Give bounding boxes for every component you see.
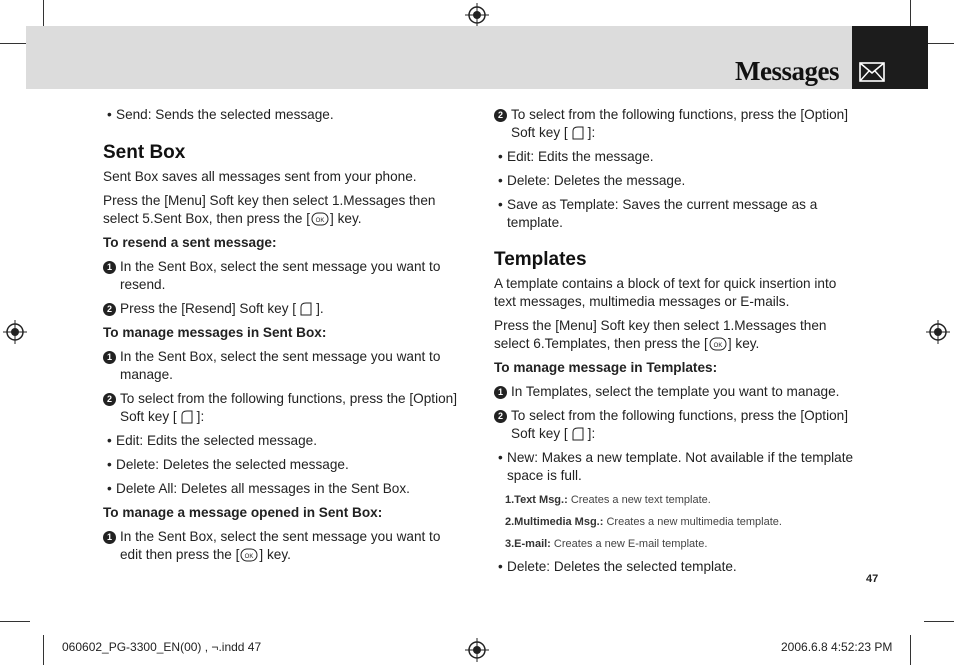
envelope-icon — [858, 60, 886, 84]
header-band — [26, 26, 852, 89]
ok-key-label: OK — [713, 343, 723, 349]
crop-mark — [924, 621, 954, 622]
footer-filename: 060602_PG-3300_EN(00) , ¬.indd 47 — [62, 640, 262, 654]
templates-step-2: 2 To select from the following functions, press the [Option] Soft key [ ]: — [494, 407, 859, 443]
crop-mark — [910, 635, 911, 665]
list-item: • Save as Template: Saves the current message as a template. — [494, 196, 859, 232]
templates-step-1: 1 In Templates, select the template you want to manage. — [494, 383, 859, 401]
sub-item: 1.Text Msg.: Creates a new text template. — [505, 494, 711, 506]
templates-intro: A template contains a block of text for quick insertion into text messages, multimedia messages or E-mails. — [494, 276, 837, 309]
sent-box-menu-instruction: Press the [Menu] Soft key then select 1.Messages then select 5.Sent Box, then press the [ OK ] key. — [103, 193, 436, 226]
resend-step-1: 1 In the Sent Box, select the sent message you want to resend. — [103, 258, 463, 294]
sub-item: 2.Multimedia Msg.: Creates a new multimedia template. — [505, 516, 782, 528]
registration-mark-icon — [3, 320, 27, 344]
ok-key-icon — [240, 548, 258, 562]
step-number-2: 2 — [494, 109, 507, 122]
step-number-1: 1 — [103, 531, 116, 544]
list-item: • Delete: Deletes the selected template. — [494, 558, 859, 576]
sub-item: 3.E-mail: Creates a new E-mail template. — [505, 538, 708, 550]
soft-key-icon — [297, 302, 315, 316]
step-number-1: 1 — [103, 261, 116, 274]
step-number-2: 2 — [494, 410, 507, 423]
resend-step-2: 2 Press the [Resend] Soft key [ ]. — [103, 300, 463, 318]
ok-key-icon — [311, 212, 329, 226]
left-column — [103, 106, 463, 564]
list-item: • Edit: Edits the message. — [494, 148, 859, 166]
opened-step-1: 1 In the Sent Box, select the sent message you want to edit then press the [ OK ] key. — [103, 528, 463, 564]
soft-key-icon — [569, 427, 587, 441]
section-heading-sent-box: Sent Box — [103, 142, 186, 163]
list-item: • Delete: Deletes the selected message. — [103, 456, 463, 474]
page-title: Messages — [735, 56, 839, 86]
section-heading-templates: Templates — [494, 249, 587, 270]
registration-mark-icon — [465, 3, 489, 27]
list-item: • Delete All: Deletes all messages in the Sent Box. — [103, 480, 463, 498]
step-number-2: 2 — [103, 303, 116, 316]
ok-key-label: OK — [245, 554, 254, 560]
step-number-2: 2 — [103, 393, 116, 406]
registration-mark-icon — [465, 638, 489, 662]
crop-mark — [0, 621, 30, 622]
ok-key-label: OK — [315, 218, 325, 224]
manage-step-2: 2 To select from the following functions, press the [Option] Soft key [ ]: — [103, 390, 463, 426]
step-number-1: 1 — [103, 351, 116, 364]
templates-menu-instruction: Press the [Menu] Soft key then select 1.Messages then select 6.Templates, then press the [ OK ] key. — [494, 318, 827, 351]
opened-heading: To manage a message opened in Sent Box: — [103, 505, 383, 520]
list-item: • Edit: Edits the selected message. — [103, 432, 463, 450]
resend-heading: To resend a sent message: — [103, 235, 277, 250]
sent-box-intro: Sent Box saves all messages sent from your phone. — [103, 169, 417, 184]
option-step-2: 2 To select from the following functions, press the [Option] Soft key [ ]: — [494, 106, 859, 142]
send-bullet: • Send: Sends the selected message. — [103, 106, 463, 124]
registration-mark-icon — [926, 320, 950, 344]
templates-manage-heading: To manage message in Templates: — [494, 360, 718, 375]
crop-mark — [924, 43, 954, 44]
list-item: • New: Makes a new template. Not available if the template space is full. — [494, 449, 859, 485]
right-column — [494, 106, 859, 576]
page-number: 47 — [866, 573, 879, 585]
crop-mark — [43, 635, 44, 665]
footer-timestamp: 2006.6.8 4:52:23 PM — [781, 640, 893, 654]
list-item: • Delete: Deletes the message. — [494, 172, 859, 190]
soft-key-icon — [569, 126, 587, 140]
soft-key-icon — [178, 410, 196, 424]
step-number-1: 1 — [494, 386, 507, 399]
manage-step-1: 1 In the Sent Box, select the sent message you want to manage. — [103, 348, 463, 384]
ok-key-icon — [709, 337, 727, 351]
manage-heading: To manage messages in Sent Box: — [103, 325, 327, 340]
